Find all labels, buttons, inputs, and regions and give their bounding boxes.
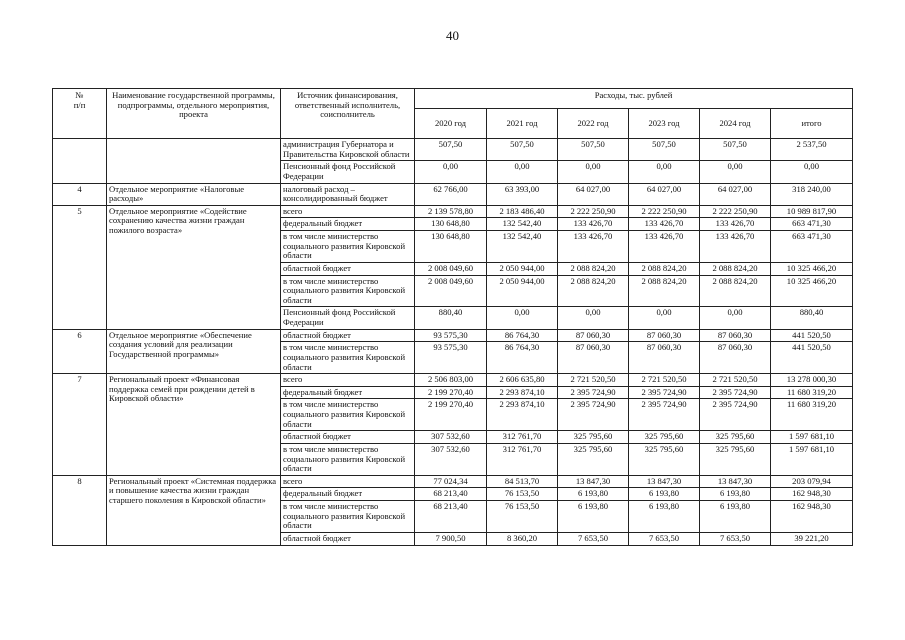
expenses-table: [52, 88, 853, 546]
year-value: 132 542,40: [487, 218, 558, 231]
funding-source: областной бюджет: [281, 329, 415, 342]
year-value: 2 088 824,20: [558, 262, 629, 275]
year-value: 2 088 824,20: [558, 275, 629, 307]
header-expenses: Расходы, тыс. рублей: [415, 89, 853, 109]
year-value: 2 293 874,10: [487, 399, 558, 431]
year-value: 6 193,80: [629, 488, 700, 501]
year-value: 133 426,70: [558, 218, 629, 231]
year-value: 13 847,30: [700, 475, 771, 488]
total-value: 39 221,20: [771, 532, 853, 545]
table-row: [53, 374, 853, 387]
year-value: 86 764,30: [487, 329, 558, 342]
year-value: 6 193,80: [629, 501, 700, 533]
total-value: 663 471,30: [771, 231, 853, 263]
year-value: 8 360,20: [487, 532, 558, 545]
header-year: 2020 год: [415, 109, 487, 139]
year-value: 63 393,00: [487, 183, 558, 205]
item-number: [53, 139, 107, 184]
funding-source: всего: [281, 475, 415, 488]
total-value: 13 278 000,30: [771, 374, 853, 387]
item-number: 6: [53, 329, 107, 374]
year-value: 93 575,30: [415, 342, 487, 374]
total-value: 11 680 319,20: [771, 386, 853, 399]
year-value: 2 139 578,80: [415, 205, 487, 218]
funding-source: администрация Губернатора и Правительства Кировской области: [281, 139, 415, 161]
year-value: 2 050 944,00: [487, 262, 558, 275]
year-value: 6 193,80: [700, 488, 771, 501]
year-value: 68 213,40: [415, 501, 487, 533]
year-value: 87 060,30: [700, 329, 771, 342]
year-value: 133 426,70: [558, 231, 629, 263]
funding-source: в том числе министерство социального развития Кировской области: [281, 501, 415, 533]
year-value: 130 648,80: [415, 231, 487, 263]
table-row: [53, 329, 853, 342]
year-value: 2 183 486,40: [487, 205, 558, 218]
year-value: 68 213,40: [415, 488, 487, 501]
funding-source: в том числе министерство социального развития Кировской области: [281, 399, 415, 431]
year-value: 0,00: [558, 161, 629, 183]
year-value: 7 900,50: [415, 532, 487, 545]
year-value: 77 024,34: [415, 475, 487, 488]
year-value: 133 426,70: [700, 231, 771, 263]
total-value: 162 948,30: [771, 501, 853, 533]
table-body: [53, 139, 853, 546]
funding-source: в том числе министерство социального развития Кировской области: [281, 342, 415, 374]
year-value: 507,50: [415, 139, 487, 161]
funding-source: федеральный бюджет: [281, 218, 415, 231]
total-value: 1 597 681,10: [771, 431, 853, 444]
year-value: 62 766,00: [415, 183, 487, 205]
funding-source: федеральный бюджет: [281, 488, 415, 501]
year-value: 0,00: [415, 161, 487, 183]
total-value: 663 471,30: [771, 218, 853, 231]
year-value: 325 795,60: [629, 443, 700, 475]
total-value: 880,40: [771, 307, 853, 329]
year-value: 13 847,30: [629, 475, 700, 488]
year-value: 2 606 635,80: [487, 374, 558, 387]
total-value: 318 240,00: [771, 183, 853, 205]
header-year: 2021 год: [487, 109, 558, 139]
year-value: 133 426,70: [700, 218, 771, 231]
year-value: 7 653,50: [629, 532, 700, 545]
total-value: 11 680 319,20: [771, 399, 853, 431]
table-row: [53, 205, 853, 218]
year-value: 325 795,60: [700, 431, 771, 444]
item-number: 7: [53, 374, 107, 476]
year-value: 507,50: [558, 139, 629, 161]
year-value: 880,40: [415, 307, 487, 329]
year-value: 86 764,30: [487, 342, 558, 374]
year-value: 6 193,80: [700, 501, 771, 533]
total-value: 2 537,50: [771, 139, 853, 161]
year-value: 6 193,80: [558, 488, 629, 501]
funding-source: федеральный бюджет: [281, 386, 415, 399]
year-value: 2 088 824,20: [629, 262, 700, 275]
year-value: 0,00: [487, 307, 558, 329]
year-value: 87 060,30: [629, 329, 700, 342]
year-value: 507,50: [700, 139, 771, 161]
year-value: 87 060,30: [558, 329, 629, 342]
year-value: 2 395 724,90: [629, 386, 700, 399]
year-value: 0,00: [629, 161, 700, 183]
year-value: 2 008 049,60: [415, 275, 487, 307]
year-value: 0,00: [558, 307, 629, 329]
year-value: 2 395 724,90: [700, 399, 771, 431]
year-value: 2 395 724,90: [629, 399, 700, 431]
year-value: 2 395 724,90: [700, 386, 771, 399]
year-value: 76 153,50: [487, 501, 558, 533]
total-value: 10 325 466,20: [771, 275, 853, 307]
year-value: 87 060,30: [700, 342, 771, 374]
header-year: 2023 год: [629, 109, 700, 139]
year-value: 312 761,70: [487, 443, 558, 475]
table-row: [53, 475, 853, 488]
year-value: 93 575,30: [415, 329, 487, 342]
total-value: 441 520,50: [771, 329, 853, 342]
year-value: 325 795,60: [629, 431, 700, 444]
year-value: 0,00: [700, 161, 771, 183]
year-value: 84 513,70: [487, 475, 558, 488]
year-value: 132 542,40: [487, 231, 558, 263]
total-value: 0,00: [771, 161, 853, 183]
year-value: 307 532,60: [415, 443, 487, 475]
funding-source: налоговый расход – консолидированный бюджет: [281, 183, 415, 205]
header-year: 2024 год: [700, 109, 771, 139]
header-name: Наименование государственной программы, подпрограммы, отдельного мероприятия, проекта: [107, 89, 281, 139]
year-value: 2 050 944,00: [487, 275, 558, 307]
page-number: 40: [446, 28, 459, 43]
year-value: 2 395 724,90: [558, 386, 629, 399]
item-name: Региональный проект «Системная поддержка и повышение качества жизни граждан старшего поколения в Кировской области»: [107, 475, 281, 545]
year-value: 507,50: [487, 139, 558, 161]
total-value: 203 079,94: [771, 475, 853, 488]
header-source: Источник финансирования, ответственный исполнитель, соисполнитель: [281, 89, 415, 139]
year-value: 312 761,70: [487, 431, 558, 444]
year-value: 0,00: [487, 161, 558, 183]
item-name: Отдельное мероприятие «Налоговые расходы»: [107, 183, 281, 205]
year-value: 133 426,70: [629, 231, 700, 263]
funding-source: всего: [281, 374, 415, 387]
year-value: 13 847,30: [558, 475, 629, 488]
year-value: 87 060,30: [629, 342, 700, 374]
header-year: 2022 год: [558, 109, 629, 139]
year-value: 133 426,70: [629, 218, 700, 231]
year-value: 2 721 520,50: [558, 374, 629, 387]
item-name: Отдельное мероприятие «Содействие сохранению качества жизни граждан пожилого возраста»: [107, 205, 281, 329]
item-number: 8: [53, 475, 107, 545]
year-value: 2 395 724,90: [558, 399, 629, 431]
year-value: 2 293 874,10: [487, 386, 558, 399]
item-name: [107, 139, 281, 184]
table-row: [53, 139, 853, 161]
year-value: 2 199 270,40: [415, 386, 487, 399]
year-value: 325 795,60: [558, 443, 629, 475]
total-value: 10 989 817,90: [771, 205, 853, 218]
year-value: 76 153,50: [487, 488, 558, 501]
year-value: 2 008 049,60: [415, 262, 487, 275]
total-value: 441 520,50: [771, 342, 853, 374]
funding-source: в том числе министерство социального развития Кировской области: [281, 275, 415, 307]
year-value: 2 222 250,90: [700, 205, 771, 218]
total-value: 10 325 466,20: [771, 262, 853, 275]
year-value: 307 532,60: [415, 431, 487, 444]
year-value: 0,00: [629, 307, 700, 329]
year-value: 6 193,80: [558, 501, 629, 533]
year-value: 2 088 824,20: [700, 275, 771, 307]
year-value: 507,50: [629, 139, 700, 161]
funding-source: областной бюджет: [281, 431, 415, 444]
year-value: 64 027,00: [629, 183, 700, 205]
funding-source: Пенсионный фонд Российской Федерации: [281, 307, 415, 329]
year-value: 2 506 803,00: [415, 374, 487, 387]
year-value: 0,00: [700, 307, 771, 329]
header-num: № п/п: [53, 89, 107, 139]
year-value: 2 222 250,90: [629, 205, 700, 218]
year-value: 2 088 824,20: [629, 275, 700, 307]
year-value: 130 648,80: [415, 218, 487, 231]
year-value: 2 088 824,20: [700, 262, 771, 275]
table-row: [53, 183, 853, 205]
funding-source: всего: [281, 205, 415, 218]
year-value: 2 222 250,90: [558, 205, 629, 218]
year-value: 64 027,00: [700, 183, 771, 205]
year-value: 7 653,50: [558, 532, 629, 545]
item-number: 4: [53, 183, 107, 205]
year-value: 2 199 270,40: [415, 399, 487, 431]
funding-source: областной бюджет: [281, 532, 415, 545]
item-number: 5: [53, 205, 107, 329]
year-value: 2 721 520,50: [700, 374, 771, 387]
year-value: 2 721 520,50: [629, 374, 700, 387]
funding-source: в том числе министерство социального развития Кировской области: [281, 443, 415, 475]
year-value: 325 795,60: [558, 431, 629, 444]
funding-source: Пенсионный фонд Российской Федерации: [281, 161, 415, 183]
item-name: Отдельное мероприятие «Обеспечение создания условий для реализации Государственной программы»: [107, 329, 281, 374]
year-value: 7 653,50: [700, 532, 771, 545]
total-value: 162 948,30: [771, 488, 853, 501]
year-value: 64 027,00: [558, 183, 629, 205]
year-value: 325 795,60: [700, 443, 771, 475]
funding-source: в том числе министерство социального развития Кировской области: [281, 231, 415, 263]
total-value: 1 597 681,10: [771, 443, 853, 475]
year-value: 87 060,30: [558, 342, 629, 374]
item-name: Региональный проект «Финансовая поддержка семей при рождении детей в Кировской области»: [107, 374, 281, 476]
table-header: [53, 89, 853, 139]
header-total: итого: [771, 109, 853, 139]
funding-source: областной бюджет: [281, 262, 415, 275]
